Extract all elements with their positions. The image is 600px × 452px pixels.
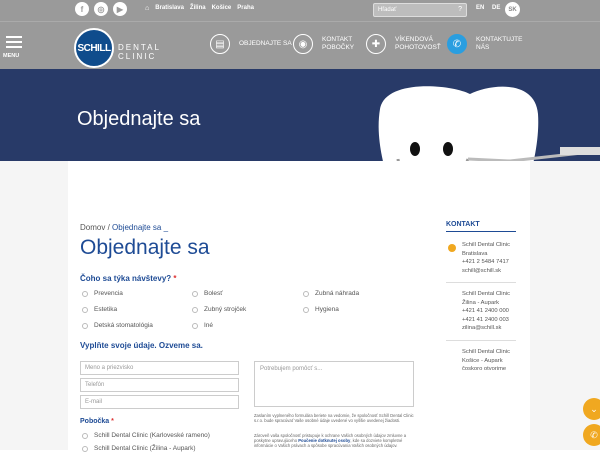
- chevron-down-icon: ⌄: [590, 403, 598, 414]
- city-link[interactable]: Žilina: [189, 5, 206, 11]
- page-title: Objednajte sa: [80, 236, 210, 259]
- legal-text: Zaslaním vyplneného formulára beriete na vedomie, že spoločnosť Schill Dental Clinic s.r.o. bude spracúvať Vaše osobné údaje uvedené vo vyššie uvedenej žiadosti.: [254, 413, 414, 423]
- checkbox-option[interactable]: Estetika: [82, 306, 117, 313]
- location-icon: ◉: [293, 34, 313, 54]
- hero-title: Objednajte sa: [77, 108, 201, 130]
- message-field[interactable]: Potrebujem pomôcť s...: [254, 361, 414, 407]
- top-bar: [0, 0, 600, 21]
- branch-question: Pobočka *: [80, 418, 114, 425]
- divider: [446, 340, 516, 341]
- divider: [446, 282, 516, 283]
- checkbox-option[interactable]: Hygiena: [303, 306, 339, 313]
- radio-option[interactable]: Schill Dental Clinic (Žilina - Aupark): [82, 445, 196, 452]
- nav-item-booking[interactable]: ▤ OBJEDNAJTE SA: [210, 34, 299, 54]
- nav-item-emergency[interactable]: ✚ VÍKENDOVÁ POHOTOVOSŤ: [366, 34, 455, 54]
- city-link[interactable]: Bratislava: [155, 5, 184, 11]
- checkbox-option[interactable]: Zubný strojček: [192, 306, 246, 313]
- breadcrumb: Domov / Objednajte sa _: [80, 223, 169, 232]
- name-field[interactable]: Meno a priezvisko: [80, 361, 239, 375]
- sidebar-heading: KONTAKT: [446, 221, 480, 228]
- tooth-illustration: [360, 69, 600, 161]
- search-icon[interactable]: ?: [458, 6, 462, 13]
- breadcrumb-current: Objednajte sa _: [112, 223, 169, 232]
- city-link[interactable]: Praha: [237, 5, 254, 11]
- hero-banner: [0, 69, 600, 161]
- first-aid-icon: ✚: [366, 34, 386, 54]
- youtube-icon[interactable]: ▶: [113, 2, 127, 16]
- city-links: [145, 5, 254, 12]
- details-heading: Vyplňte svoje údaje. Ozveme sa.: [80, 341, 203, 350]
- email-field[interactable]: E-mail: [80, 395, 239, 409]
- phone-icon: ✆: [590, 429, 598, 440]
- radio-option[interactable]: Schill Dental Clinic (Karloveské rameno): [82, 432, 210, 439]
- legal-text: Zároveň vaša spoločnosť pristupuje k ochrane Vašich osobných údajov zmluvne a poskytne upravujúceho Poučenie dotknutej osoby, kde sa dozviete kompletné informácie o Vašich právach a spôsobe spracúvania Vašich osobných údajov.: [254, 433, 407, 448]
- scroll-down-button[interactable]: [583, 398, 600, 420]
- privacy-link[interactable]: Poučenie dotknutej osoby: [298, 438, 351, 443]
- lang-en[interactable]: EN: [476, 5, 485, 11]
- checkbox-option[interactable]: Iné: [192, 322, 213, 329]
- logo-text: DENTAL CLINIC: [118, 43, 161, 61]
- main-nav: [0, 21, 600, 69]
- checkbox-option[interactable]: Detská stomatológia: [82, 322, 153, 329]
- nav-item-contact[interactable]: ✆ KONTAKTUJTE NÁS: [447, 34, 536, 54]
- menu-label[interactable]: MENU: [3, 53, 20, 59]
- facebook-icon[interactable]: f: [75, 2, 89, 16]
- contact-block-zilina: Schill Dental Clinic Žilina - Aupark +421 41 2400 000 +421 41 2400 003 zilina@schill.sk: [462, 291, 511, 331]
- city-link[interactable]: Košice: [211, 5, 232, 11]
- visit-question: Čoho sa týka návštevy? *: [80, 274, 177, 283]
- call-button[interactable]: [583, 424, 600, 446]
- phone-field[interactable]: Telefón: [80, 378, 239, 392]
- checkbox-option[interactable]: Prevencia: [82, 290, 123, 297]
- logo[interactable]: SCHILL: [74, 28, 114, 68]
- home-icon[interactable]: ⌂: [145, 5, 150, 12]
- lang-de[interactable]: DE: [492, 5, 501, 11]
- divider: [446, 231, 516, 232]
- breadcrumb-home[interactable]: Domov: [80, 223, 106, 232]
- contact-block-bratislava: Schill Dental Clinic Bratislava +421 2 5484 7417 schill@schill.sk: [462, 242, 511, 274]
- nav-item-branches[interactable]: ◉ KONTAKT POBOČKY: [293, 34, 382, 54]
- search-placeholder: Hľadať: [378, 7, 397, 13]
- search-input[interactable]: [373, 3, 467, 17]
- menu-icon[interactable]: [6, 36, 22, 51]
- phone-icon: ✆: [447, 34, 467, 54]
- location-icon: [448, 244, 456, 252]
- lang-sk[interactable]: SK: [505, 2, 520, 17]
- checkbox-option[interactable]: Bolesť: [192, 290, 223, 297]
- contact-block-kosice: Schill Dental Clinic Košice - Aupark čoskoro otvorime: [462, 349, 511, 372]
- checkbox-option[interactable]: Zubná náhrada: [303, 290, 359, 297]
- clipboard-icon: ▤: [210, 34, 230, 54]
- instagram-icon[interactable]: ◎: [94, 2, 108, 16]
